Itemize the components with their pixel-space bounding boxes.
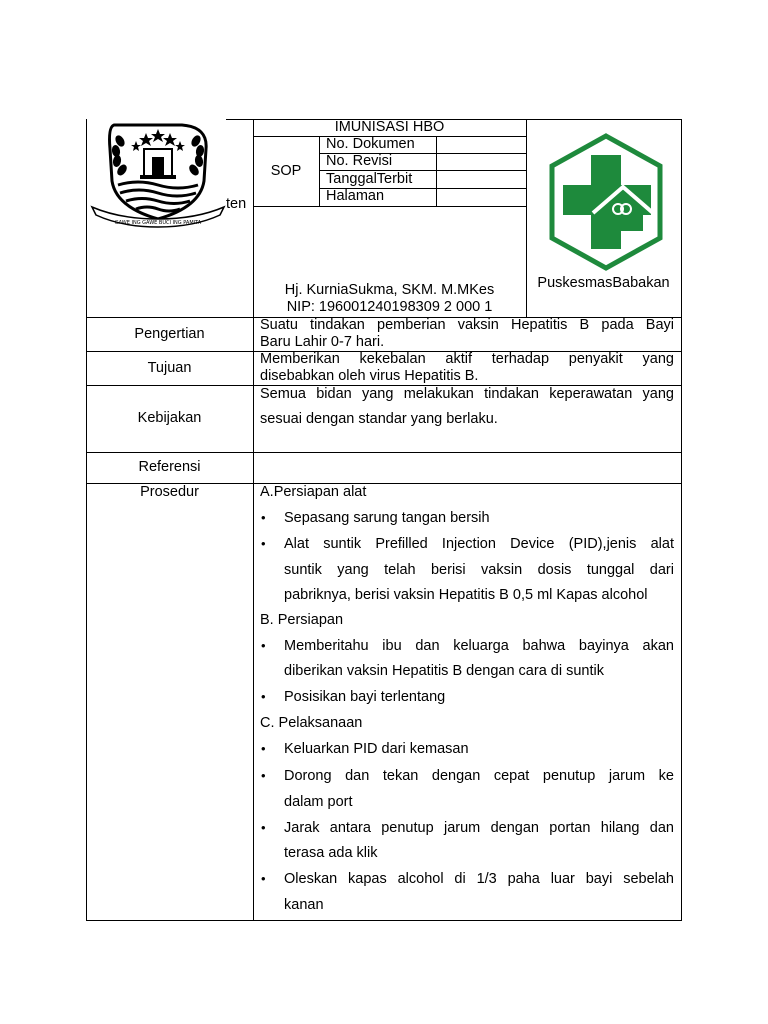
sop-label: SOP xyxy=(270,163,302,179)
bullet-icon: • xyxy=(261,768,266,783)
bullet-icon: • xyxy=(261,510,266,525)
item-a2-line-1: Alat suntik Prefilled Injection Device (PID),jenis alat xyxy=(284,536,674,552)
item-c4-line-1: Oleskan kapas alcohol di 1/3 paha luar bayi sebelah xyxy=(284,871,674,887)
tujuan-line-1: Memberikan kekebalan aktif terhadap penyakit yang xyxy=(260,351,674,367)
label-referensi: Referensi xyxy=(138,459,201,475)
bullet-icon: • xyxy=(261,741,266,756)
label-pengertian: Pengertian xyxy=(134,326,205,342)
field-no-revisi: No. Revisi xyxy=(326,153,393,169)
label-prosedur: Prosedur xyxy=(140,484,199,500)
kebijakan-line-1: Semua bidan yang melakukan tindakan keperawatan yang xyxy=(260,386,674,402)
item-b1-line-2: diberikan vaksin Hepatitis B dengan cara di suntik xyxy=(284,663,604,679)
label-tujuan: Tujuan xyxy=(147,360,192,376)
signatory-name: Hj. KurniaSukma, SKM. M.MKes xyxy=(284,282,495,298)
bullet-icon: • xyxy=(261,820,266,835)
bullet-icon: • xyxy=(261,689,266,704)
bullet-icon: • xyxy=(261,536,266,551)
item-c4-line-2: kanan xyxy=(284,897,324,913)
crest-motto: GAWE ING GAWE BUCI ING PAMITA xyxy=(114,220,202,226)
section-b-heading: B. Persiapan xyxy=(260,612,344,628)
item-b2: Posisikan bayi terlentang xyxy=(284,689,446,705)
label-kebijakan: Kebijakan xyxy=(137,410,202,426)
item-c2-line-1: Dorong dan tekan dengan cepat penutup jarum ke xyxy=(284,768,674,784)
institution-name: PuskesmasBabakan xyxy=(537,275,670,291)
item-c1: Keluarkan PID dari kemasan xyxy=(284,741,469,757)
item-c3-line-2: terasa ada klik xyxy=(284,845,378,861)
pengertian-line-2: Baru Lahir 0-7 hari. xyxy=(260,334,385,350)
bullet-icon: • xyxy=(261,871,266,886)
document-title: IMUNISASI HBO xyxy=(334,119,445,135)
regency-crest-logo xyxy=(90,119,228,231)
signatory-nip: NIP: 196001240198309 2 000 1 xyxy=(286,299,493,315)
left-fragment-text: ten xyxy=(226,196,247,212)
item-b1-line-1: Memberitahu ibu dan keluarga bahwa bayinya akan xyxy=(284,638,674,654)
field-no-dokumen: No. Dokumen xyxy=(326,136,415,152)
item-c2-line-2: dalam port xyxy=(284,794,353,810)
bullet-icon: • xyxy=(261,638,266,653)
item-a2-line-3: pabriknya, berisi vaksin Hepatitis B 0,5 ml Kapas alcohol xyxy=(284,587,648,603)
item-a2-line-2: suntik yang telah berisi vaksin dosis tunggal dari xyxy=(284,562,674,578)
section-c-heading: C. Pelaksanaan xyxy=(260,715,363,731)
item-a1: Sepasang sarung tangan bersih xyxy=(284,510,490,526)
puskesmas-logo xyxy=(547,133,665,273)
section-a-heading: A.Persiapan alat xyxy=(260,484,367,500)
kebijakan-line-2: sesuai dengan standar yang berlaku. xyxy=(260,411,498,427)
pengertian-line-1: Suatu tindakan pemberian vaksin Hepatitis B pada Bayi xyxy=(260,317,674,333)
field-tanggal-terbit: TanggalTerbit xyxy=(326,171,413,187)
item-c3-line-1: Jarak antara penutup jarum dengan portan hilang dan xyxy=(284,820,674,836)
field-halaman: Halaman xyxy=(326,188,385,204)
tujuan-line-2: disebabkan oleh virus Hepatitis B. xyxy=(260,368,479,384)
